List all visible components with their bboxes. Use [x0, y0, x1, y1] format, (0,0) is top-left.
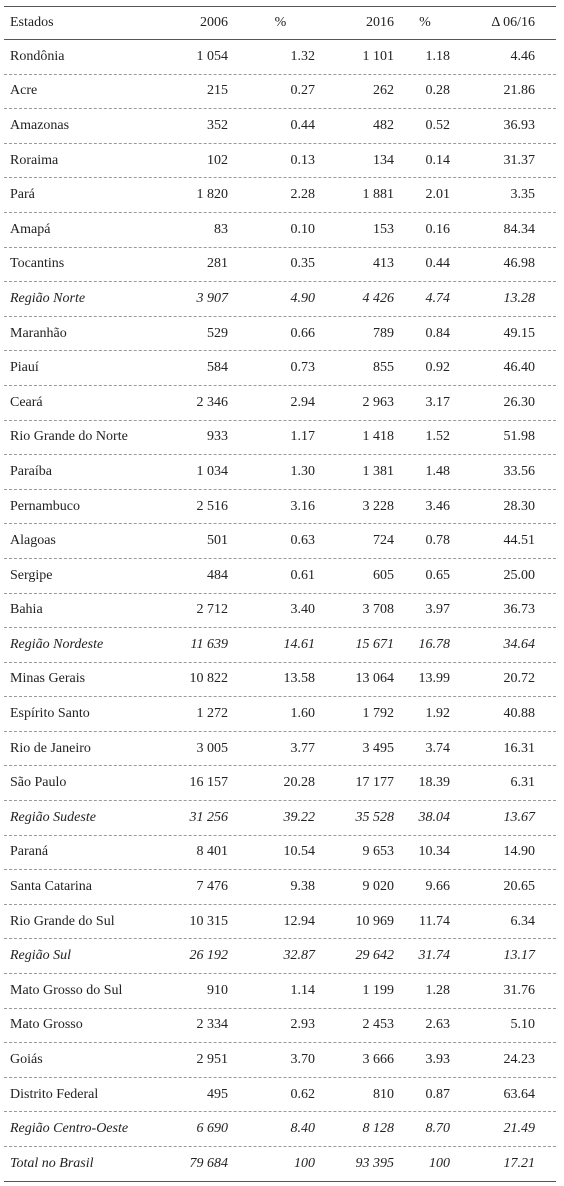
value-2016-cell: 810: [373, 1086, 394, 1102]
pct-2006-cell: 13.58: [283, 671, 315, 687]
value-2006-cell: 501: [207, 533, 228, 549]
state-cell: Santa Catarina: [10, 879, 93, 895]
value-2006-cell: 584: [207, 360, 228, 376]
state-cell: Distrito Federal: [10, 1086, 99, 1102]
pct-2016-cell: 100: [429, 1155, 450, 1171]
pct-2006-cell: 2.94: [290, 394, 315, 410]
value-2016-cell: 35 528: [355, 809, 394, 825]
value-2016-cell: 3 495: [362, 740, 394, 756]
state-cell: Região Sudeste: [10, 809, 96, 825]
value-2016-cell: 13 064: [355, 671, 394, 687]
value-2016-cell: 9 020: [362, 879, 394, 895]
value-2016-cell: 2 453: [362, 1017, 394, 1033]
table-row: [4, 559, 556, 594]
table-row: [4, 248, 556, 283]
table-row-subtotal: [4, 1147, 556, 1182]
value-2006-cell: 10 315: [189, 913, 228, 929]
delta-cell: 13.28: [503, 290, 535, 306]
table-row: [4, 1078, 556, 1113]
table-header-row: [4, 6, 556, 40]
value-2016-cell: 1 418: [362, 429, 394, 445]
pct-2016-cell: 0.28: [425, 83, 450, 99]
state-cell: Bahia: [10, 602, 43, 618]
pct-2006-cell: 0.62: [290, 1086, 315, 1102]
pct-2006-cell: 2.93: [290, 1017, 315, 1033]
pct-2016-cell: 3.93: [425, 1052, 450, 1068]
delta-cell: 36.93: [503, 117, 535, 133]
state-cell: Rio Grande do Sul: [10, 913, 115, 929]
pct-2016-cell: 9.66: [425, 879, 450, 895]
state-cell: Região Centro-Oeste: [10, 1121, 129, 1137]
table-row: [4, 213, 556, 248]
value-2006-cell: 495: [207, 1086, 228, 1102]
delta-cell: 63.64: [503, 1086, 535, 1102]
pct-2006-cell: 1.17: [290, 429, 315, 445]
value-2006-cell: 281: [207, 256, 228, 272]
delta-cell: 33.56: [503, 463, 535, 479]
header-cell-pct-2016: %: [419, 15, 431, 30]
pct-2006-cell: 8.40: [290, 1121, 315, 1137]
table-row: [4, 524, 556, 559]
state-cell: Paraná: [10, 844, 49, 860]
delta-cell: 25.00: [503, 567, 535, 583]
table-row: [4, 144, 556, 179]
delta-cell: 26.30: [503, 394, 535, 410]
header-cell-delta: Δ 06/16: [491, 15, 535, 30]
state-cell: Goiás: [10, 1052, 43, 1068]
pct-2006-cell: 32.87: [283, 948, 315, 964]
value-2006-cell: 933: [207, 429, 228, 445]
pct-2006-cell: 3.16: [290, 498, 315, 514]
value-2006-cell: 6 690: [196, 1121, 228, 1137]
pct-2016-cell: 1.52: [425, 429, 450, 445]
state-cell: Minas Gerais: [10, 671, 86, 687]
pct-2016-cell: 18.39: [418, 775, 450, 791]
table-row-subtotal: [4, 282, 556, 317]
value-2006-cell: 79 684: [189, 1155, 228, 1171]
pct-2006-cell: 0.61: [290, 567, 315, 583]
value-2006-cell: 352: [207, 117, 228, 133]
table-row: [4, 697, 556, 732]
state-cell: Pernambuco: [10, 498, 80, 514]
value-2006-cell: 11 639: [190, 636, 228, 652]
table-row: [4, 870, 556, 905]
value-2006-cell: 83: [214, 221, 228, 237]
table-row: [4, 178, 556, 213]
value-2016-cell: 1 381: [362, 463, 394, 479]
table-row: [4, 1009, 556, 1044]
table-row: [4, 1043, 556, 1078]
state-cell: Pará: [10, 187, 35, 203]
table-row: [4, 905, 556, 940]
state-cell: Região Norte: [10, 290, 86, 306]
state-cell: Espírito Santo: [10, 706, 90, 722]
delta-cell: 21.49: [503, 1121, 535, 1137]
pct-2016-cell: 0.14: [425, 152, 450, 168]
pct-2016-cell: 0.52: [425, 117, 450, 133]
value-2006-cell: 26 192: [189, 948, 228, 964]
value-2006-cell: 1 820: [196, 187, 228, 203]
value-2016-cell: 1 792: [362, 706, 394, 722]
pct-2006-cell: 0.35: [290, 256, 315, 272]
pct-2016-cell: 0.92: [425, 360, 450, 376]
pct-2006-cell: 2.28: [290, 187, 315, 203]
value-2016-cell: 1 881: [362, 187, 394, 203]
value-2016-cell: 9 653: [362, 844, 394, 860]
value-2016-cell: 3 666: [362, 1052, 394, 1068]
value-2016-cell: 153: [373, 221, 394, 237]
delta-cell: 14.90: [503, 844, 535, 860]
state-cell: Amapá: [10, 221, 51, 237]
state-cell: Região Nordeste: [10, 636, 104, 652]
delta-cell: 16.31: [503, 740, 535, 756]
value-2016-cell: 1 199: [362, 982, 394, 998]
value-2006-cell: 215: [207, 83, 228, 99]
state-cell: Mato Grosso: [10, 1017, 83, 1033]
pct-2006-cell: 1.14: [290, 982, 315, 998]
pct-2016-cell: 13.99: [418, 671, 450, 687]
state-cell: Rondônia: [10, 48, 65, 64]
delta-cell: 13.17: [503, 948, 535, 964]
state-cell: Total no Brasil: [10, 1155, 94, 1171]
value-2006-cell: 16 157: [189, 775, 228, 791]
pct-2016-cell: 16.78: [418, 636, 450, 652]
value-2006-cell: 484: [207, 567, 228, 583]
state-cell: Roraima: [10, 152, 59, 168]
value-2016-cell: 3 708: [362, 602, 394, 618]
table-row: [4, 351, 556, 386]
pct-2016-cell: 0.78: [425, 533, 450, 549]
value-2016-cell: 482: [373, 117, 394, 133]
pct-2006-cell: 12.94: [283, 913, 315, 929]
pct-2016-cell: 31.74: [418, 948, 450, 964]
table-row: [4, 766, 556, 801]
pct-2016-cell: 2.01: [425, 187, 450, 203]
pct-2016-cell: 0.65: [425, 567, 450, 583]
delta-cell: 20.65: [503, 879, 535, 895]
pct-2016-cell: 3.17: [425, 394, 450, 410]
state-cell: Rio Grande do Norte: [10, 429, 128, 445]
value-2016-cell: 8 128: [362, 1121, 394, 1137]
value-2016-cell: 855: [373, 360, 394, 376]
pct-2006-cell: 9.38: [290, 879, 315, 895]
delta-cell: 44.51: [503, 533, 535, 549]
pct-2016-cell: 0.87: [425, 1086, 450, 1102]
delta-cell: 20.72: [503, 671, 535, 687]
pct-2006-cell: 3.70: [290, 1052, 315, 1068]
pct-2006-cell: 1.30: [290, 463, 315, 479]
pct-2006-cell: 1.60: [290, 706, 315, 722]
value-2006-cell: 2 334: [196, 1017, 228, 1033]
delta-cell: 24.23: [503, 1052, 535, 1068]
delta-cell: 34.64: [503, 636, 535, 652]
delta-cell: 36.73: [503, 602, 535, 618]
state-cell: São Paulo: [10, 775, 67, 791]
value-2006-cell: 529: [207, 325, 228, 341]
value-2006-cell: 2 346: [196, 394, 228, 410]
delta-cell: 28.30: [503, 498, 535, 514]
pct-2016-cell: 2.63: [425, 1017, 450, 1033]
state-cell: Maranhão: [10, 325, 67, 341]
table-row: [4, 490, 556, 525]
delta-cell: 31.76: [503, 982, 535, 998]
delta-cell: 5.10: [510, 1017, 535, 1033]
value-2006-cell: 1 034: [196, 463, 228, 479]
delta-cell: 21.86: [503, 83, 535, 99]
pct-2016-cell: 0.84: [425, 325, 450, 341]
state-cell: Ceará: [10, 394, 43, 410]
value-2016-cell: 3 228: [362, 498, 394, 514]
pct-2016-cell: 3.46: [425, 498, 450, 514]
table-row: [4, 109, 556, 144]
delta-cell: 13.67: [503, 809, 535, 825]
table-row: [4, 421, 556, 456]
value-2006-cell: 31 256: [189, 809, 228, 825]
table-body: [4, 40, 556, 1182]
delta-cell: 40.88: [503, 706, 535, 722]
pct-2016-cell: 3.74: [425, 740, 450, 756]
delta-cell: 17.21: [503, 1155, 535, 1171]
table-row-subtotal: [4, 1112, 556, 1147]
value-2016-cell: 1 101: [362, 48, 394, 64]
value-2016-cell: 10 969: [355, 913, 394, 929]
pct-2016-cell: 10.34: [418, 844, 450, 860]
pct-2016-cell: 4.74: [425, 290, 450, 306]
table-row: [4, 974, 556, 1009]
value-2006-cell: 1 054: [196, 48, 228, 64]
value-2016-cell: 789: [373, 325, 394, 341]
delta-cell: 31.37: [503, 152, 535, 168]
delta-cell: 46.40: [503, 360, 535, 376]
pct-2006-cell: 10.54: [283, 844, 315, 860]
delta-cell: 4.46: [510, 48, 535, 64]
value-2006-cell: 2 712: [196, 602, 228, 618]
pct-2006-cell: 4.90: [290, 290, 315, 306]
header-cell-2006: 2006: [200, 15, 228, 30]
pct-2016-cell: 38.04: [418, 809, 450, 825]
value-2016-cell: 4 426: [362, 290, 394, 306]
pct-2006-cell: 3.77: [290, 740, 315, 756]
table-row-subtotal: [4, 801, 556, 836]
pct-2016-cell: 1.28: [425, 982, 450, 998]
value-2006-cell: 2 951: [196, 1052, 228, 1068]
delta-cell: 51.98: [503, 429, 535, 445]
value-2016-cell: 15 671: [355, 636, 394, 652]
value-2006-cell: 1 272: [196, 706, 228, 722]
table-row: [4, 732, 556, 767]
pct-2016-cell: 1.48: [425, 463, 450, 479]
table-row-subtotal: [4, 628, 556, 663]
delta-cell: 3.35: [510, 187, 535, 203]
state-cell: Acre: [10, 83, 38, 99]
value-2016-cell: 605: [373, 567, 394, 583]
pct-2016-cell: 1.92: [425, 706, 450, 722]
value-2016-cell: 262: [373, 83, 394, 99]
table-row: [4, 40, 556, 75]
pct-2006-cell: 3.40: [290, 602, 315, 618]
table-row: [4, 594, 556, 629]
header-cell-pct-2006: %: [274, 15, 287, 30]
value-2016-cell: 2 963: [362, 394, 394, 410]
value-2006-cell: 10 822: [189, 671, 228, 687]
state-cell: Região Sul: [10, 948, 72, 964]
state-cell: Sergipe: [10, 567, 53, 583]
table-row-subtotal: [4, 939, 556, 974]
state-cell: Alagoas: [10, 533, 56, 549]
pct-2006-cell: 39.22: [283, 809, 315, 825]
delta-cell: 46.98: [503, 256, 535, 272]
pct-2006-cell: 0.44: [290, 117, 315, 133]
value-2016-cell: 29 642: [355, 948, 394, 964]
pct-2016-cell: 3.97: [425, 602, 450, 618]
table-row: [4, 75, 556, 110]
pct-2006-cell: 1.32: [290, 48, 315, 64]
value-2016-cell: 17 177: [355, 775, 394, 791]
state-cell: Rio de Janeiro: [10, 740, 91, 756]
pct-2006-cell: 20.28: [283, 775, 315, 791]
pct-2006-cell: 100: [294, 1155, 315, 1171]
pct-2006-cell: 0.10: [290, 221, 315, 237]
value-2016-cell: 93 395: [355, 1155, 394, 1171]
pct-2006-cell: 0.73: [290, 360, 315, 376]
value-2006-cell: 7 476: [196, 879, 228, 895]
value-2006-cell: 3 005: [196, 740, 228, 756]
header-cell-estados: Estados: [10, 15, 54, 30]
data-table: [4, 0, 556, 1182]
delta-cell: 6.31: [510, 775, 535, 791]
table-row: [4, 455, 556, 490]
value-2006-cell: 910: [207, 982, 228, 998]
state-cell: Paraíba: [10, 463, 52, 479]
state-cell: Tocantins: [10, 256, 65, 272]
table-row: [4, 836, 556, 871]
pct-2016-cell: 0.44: [425, 256, 450, 272]
value-2006-cell: 8 401: [196, 844, 228, 860]
pct-2006-cell: 0.63: [290, 533, 315, 549]
pct-2016-cell: 1.18: [425, 48, 450, 64]
value-2006-cell: 102: [207, 152, 228, 168]
pct-2006-cell: 0.13: [290, 152, 315, 168]
value-2016-cell: 134: [373, 152, 394, 168]
pct-2006-cell: 0.66: [290, 325, 315, 341]
table-row: [4, 386, 556, 421]
header-cell-2016: 2016: [366, 15, 394, 30]
state-cell: Amazonas: [10, 117, 70, 133]
delta-cell: 84.34: [503, 221, 535, 237]
state-cell: Mato Grosso do Sul: [10, 982, 123, 998]
delta-cell: 49.15: [503, 325, 535, 341]
delta-cell: 6.34: [510, 913, 535, 929]
value-2006-cell: 3 907: [196, 290, 228, 306]
pct-2006-cell: 0.27: [290, 83, 315, 99]
state-cell: Piauí: [10, 360, 39, 376]
value-2016-cell: 724: [373, 533, 394, 549]
pct-2016-cell: 8.70: [425, 1121, 450, 1137]
pct-2016-cell: 11.74: [419, 913, 450, 929]
table-row: [4, 317, 556, 352]
table-row: [4, 663, 556, 698]
pct-2006-cell: 14.61: [283, 636, 315, 652]
value-2006-cell: 2 516: [196, 498, 228, 514]
value-2016-cell: 413: [373, 256, 394, 272]
pct-2016-cell: 0.16: [425, 221, 450, 237]
